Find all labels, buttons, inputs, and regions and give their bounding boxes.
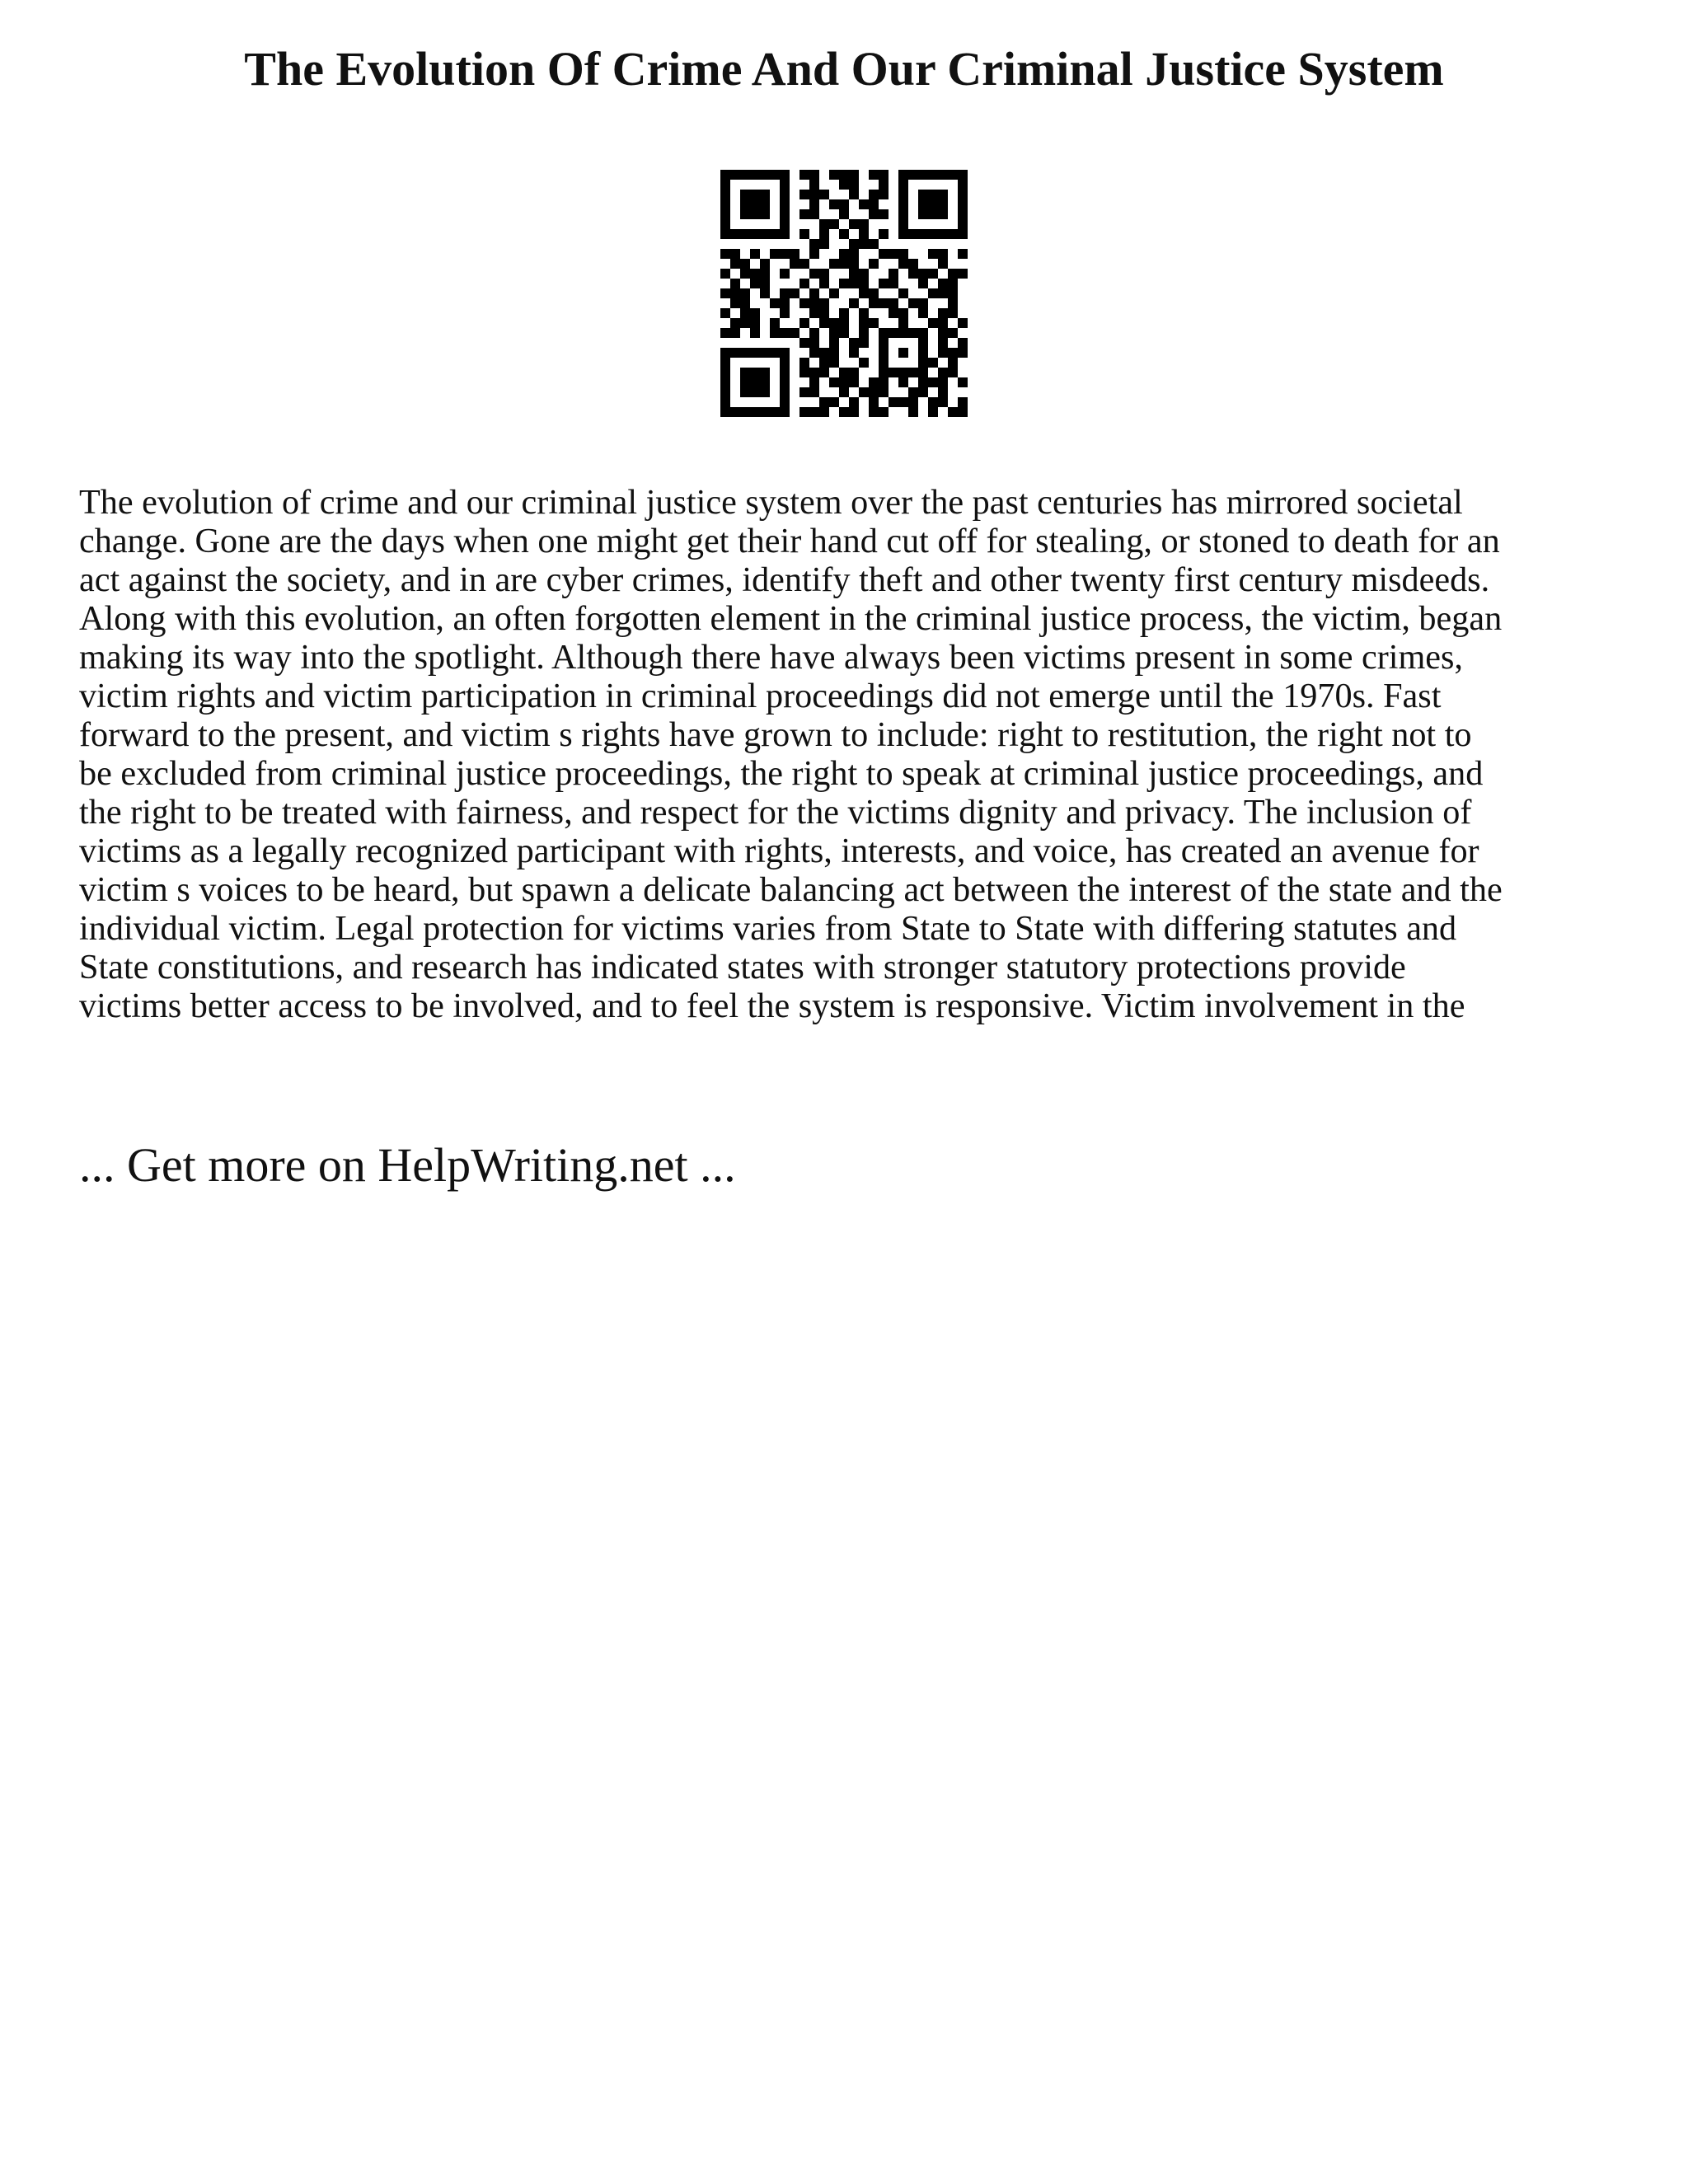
body-line: change. Gone are the days when one might get their hand cut off for stealing, or stoned to death for an — [79, 522, 1500, 560]
body-line: victims as a legally recognized participant with rights, interests, and voice, has created an avenue for — [79, 832, 1479, 870]
get-more-link[interactable]: ... Get more on HelpWriting.net ... — [79, 1138, 736, 1192]
body-line: making its way into the spotlight. Although there have always been victims present in some crimes, — [79, 638, 1463, 677]
body-line: be excluded from criminal justice proceedings, the right to speak at criminal justice proceedings, and — [79, 754, 1484, 793]
body-line: victim rights and victim participation in criminal proceedings did not emerge until the 1970s. Fast — [79, 677, 1442, 715]
body-line: victim s voices to be heard, but spawn a delicate balancing act between the interest of the state and the — [79, 870, 1503, 909]
body-line: forward to the present, and victim s rights have grown to include: right to restitution, the right not to — [79, 715, 1472, 754]
qr-code-graphic — [720, 170, 968, 417]
body-line: victims better access to be involved, and to feel the system is responsive. Victim involvement in the — [79, 987, 1465, 1025]
body-paragraph — [79, 483, 1614, 1025]
body-line: The evolution of crime and our criminal justice system over the past centuries has mirrored societal — [79, 483, 1463, 522]
body-line: act against the society, and in are cyber crimes, identify theft and other twenty first century misdeeds. — [79, 560, 1490, 599]
body-line: individual victim. Legal protection for victims varies from State to State with differing statutes and — [79, 909, 1457, 948]
qr-code-icon[interactable] — [720, 170, 968, 417]
document-title: The Evolution Of Crime And Our Criminal Justice System — [244, 42, 1444, 96]
body-line: State constitutions, and research has indicated states with stronger statutory protections provide — [79, 948, 1406, 987]
body-line: the right to be treated with fairness, and respect for the victims dignity and privacy. The inclusion of — [79, 793, 1472, 832]
body-line: Along with this evolution, an often forgotten element in the criminal justice process, the victim, began — [79, 599, 1503, 638]
